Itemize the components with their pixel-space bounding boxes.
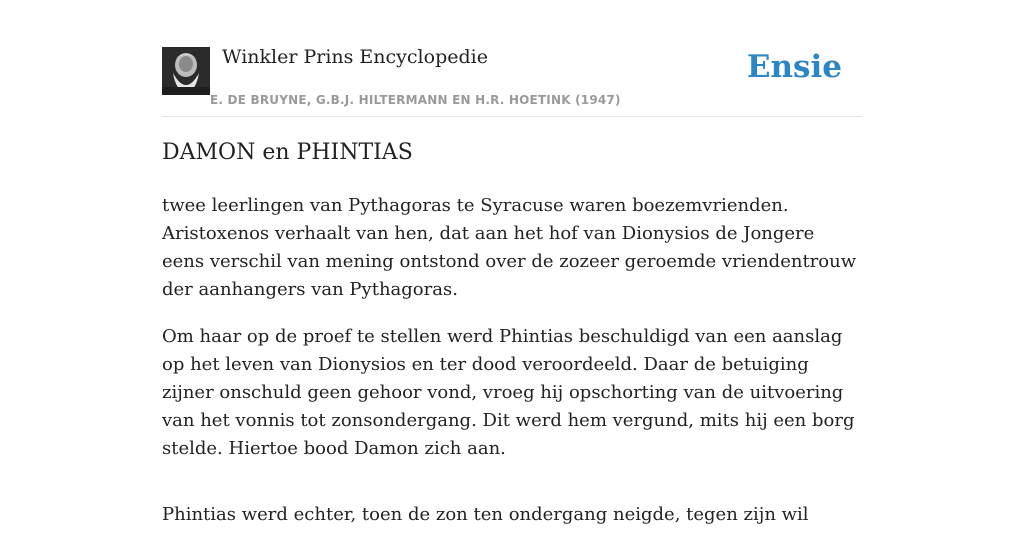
paragraph: Om haar op de proef te stellen werd Phintias beschuldigd van een aanslag op het leven van Dionysios en ter dood veroordeeld. Daar de betuiging zijner onschuld geen gehoor vond, vroeg hij opschorting van de uitvoering van het vonnis tot zonsondergang. Dit werd hem vergund, mits hij een borg stelde. Hiertoe bood Damon zich aan.	[162, 326, 855, 459]
paragraph: Phintias werd echter, toen de zon ten ondergang neigde, tegen zijn wil	[162, 504, 809, 525]
article-title: DAMON en PHINTIAS	[162, 140, 413, 165]
source-header	[162, 0, 862, 117]
paragraph: twee leerlingen van Pythagoras te Syracuse waren boezemvrienden. Aristoxenos verhaalt van hen, dat aan het hof van Dionysios de Jongere eens verschil van mening ontstond over de zozeer geroemde vriendentrouw der aanhangers van Pythagoras.	[162, 195, 857, 300]
authors-line: E. DE BRUYNE, G.B.J. HILTERMANN EN H.R. HOETINK (1947)	[210, 93, 621, 107]
source-title[interactable]: Winkler Prins Encyclopedie	[222, 46, 488, 68]
author-avatar[interactable]	[162, 47, 210, 95]
portrait-image	[162, 47, 210, 95]
article-body	[162, 192, 862, 548]
brand-logo-link[interactable]: Ensie	[746, 49, 842, 85]
page-container	[162, 0, 862, 525]
